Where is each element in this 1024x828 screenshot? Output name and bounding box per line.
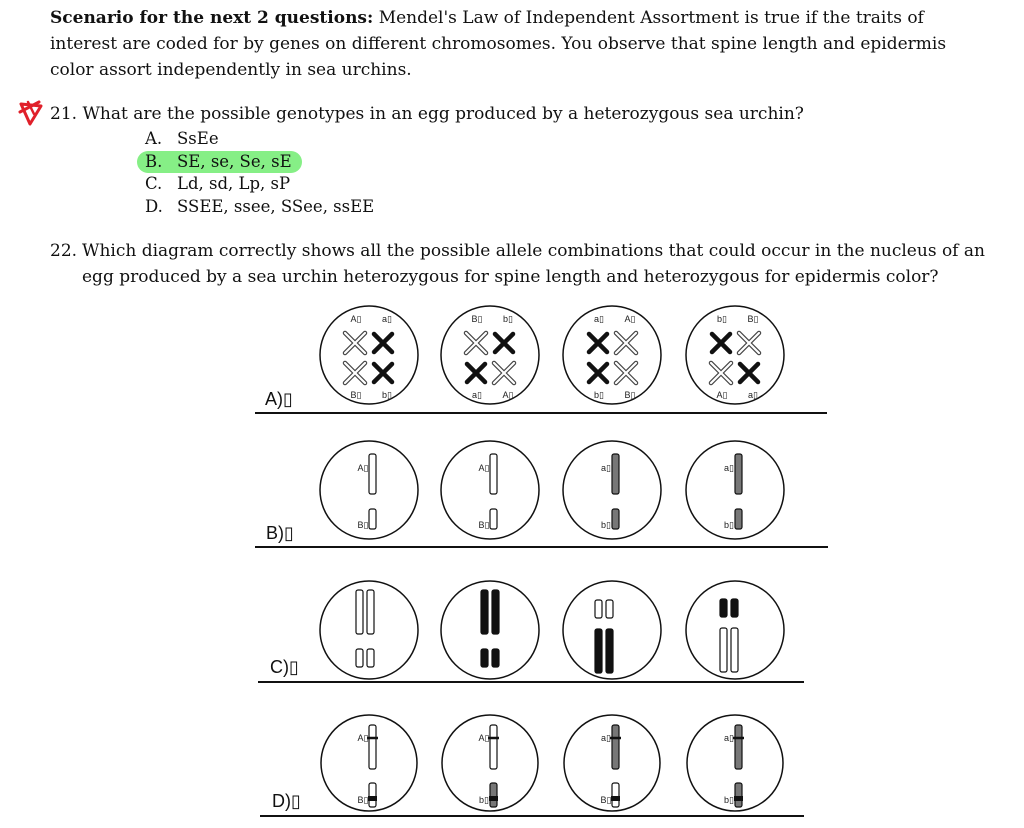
allele-label: B▯: [471, 314, 483, 324]
allele-label: a▯: [724, 463, 734, 473]
chromosome-rod: [490, 509, 497, 529]
cell-circle: [441, 306, 539, 404]
scenario-text: Mendel's Law of Independent Assortment is true if the traits of interest are coded for by genes on different chromosomes. You observe that spine length and epidermis color assort independently in sea urchins.: [50, 8, 947, 80]
chromosome-pair-long: [356, 590, 363, 634]
x-chromosome: [467, 364, 485, 382]
chromosome-outline: [616, 363, 636, 383]
allele-label: b▯: [479, 795, 489, 805]
allele-label: B▯: [350, 390, 362, 400]
allele-label: A▯: [624, 314, 636, 324]
question-22-text: Which diagram correctly shows all the possible allele combinations that could occur in the nucleus of an egg produced by a sea urchin heterozygous for spine length and heterozygous for epidermis color?: [82, 241, 985, 287]
gene-band: [611, 796, 620, 801]
allele-label: B▯: [747, 314, 759, 324]
chromosome-pair-long: [731, 628, 738, 672]
chromosome-pair-short: [492, 649, 499, 667]
allele-label: B▯: [624, 390, 636, 400]
chromosome-rod: [490, 783, 497, 807]
cell-circle: [320, 306, 418, 404]
chromosome-rod: [369, 509, 376, 529]
chromosome-pair-short: [481, 649, 488, 667]
allele-label: B▯: [600, 795, 612, 805]
option-letter: C.: [145, 174, 163, 193]
option-text: Ld, sd, Lp, sP: [177, 174, 291, 193]
allele-label: A▯: [357, 733, 369, 743]
chromosome-rod: [369, 783, 376, 807]
allele-label: a▯: [472, 390, 482, 400]
chromosome-rod: [612, 783, 619, 807]
chromosome-rod: [490, 725, 497, 769]
chromosome-pair-short: [731, 599, 738, 617]
allele-label: B▯: [357, 520, 369, 530]
chromosome-pair-short: [606, 600, 613, 618]
allele-label: a▯: [724, 733, 734, 743]
scenario-heading: Scenario for the next 2 questions:: [50, 8, 374, 28]
allele-label: b▯: [724, 795, 734, 805]
chromosome-rod: [735, 783, 742, 807]
chromosome-pair-short: [720, 599, 727, 617]
option-letter: D.: [145, 196, 163, 216]
option-letter: B.: [145, 151, 163, 171]
chromosome-rod: [369, 454, 376, 494]
allele-label: a▯: [382, 314, 392, 324]
chromosome-pair-long: [367, 590, 374, 634]
cell-circle: [686, 306, 784, 404]
row-label-c[interactable]: C)▯: [270, 657, 299, 677]
allele-label: a▯: [601, 463, 611, 473]
chromosome-outline: [711, 363, 731, 383]
row-label-a[interactable]: A)▯: [265, 389, 293, 409]
option-text: SsEe: [177, 129, 219, 148]
cell-circle: [441, 581, 539, 679]
allele-label: b▯: [601, 520, 611, 530]
x-chromosome: [374, 334, 392, 352]
cell-circle: [563, 306, 661, 404]
chromosome-rod: [612, 725, 619, 769]
chromosome-rod: [735, 454, 742, 494]
chromosome-pair-short: [356, 649, 363, 667]
chromosome-pair-long: [492, 590, 499, 634]
allele-label: A▯: [350, 314, 362, 324]
allele-label: b▯: [724, 520, 734, 530]
chromosome-rod: [369, 725, 376, 769]
row-label-b[interactable]: B)▯: [266, 523, 294, 543]
chromosome-pair-long: [595, 629, 602, 673]
x-chromosome: [589, 364, 607, 382]
chromosome-outline: [466, 333, 486, 353]
allele-label: a▯: [601, 733, 611, 743]
x-chromosome: [589, 334, 607, 352]
allele-label: a▯: [748, 390, 758, 400]
x-chromosome: [495, 334, 513, 352]
allele-label: A▯: [502, 390, 514, 400]
allele-label: A▯: [478, 463, 490, 473]
question-22-number: 22.: [50, 241, 78, 261]
chromosome-outline: [345, 363, 365, 383]
allele-label: A▯: [478, 733, 490, 743]
question-21-text: What are the possible genotypes in an egg produced by a heterozygous sea urchin?: [82, 104, 804, 124]
x-chromosome: [374, 364, 392, 382]
gene-band: [489, 796, 498, 801]
allele-label: A▯: [716, 390, 728, 400]
chromosome-outline: [739, 333, 759, 353]
chromosome-pair-long: [606, 629, 613, 673]
gene-band: [734, 796, 743, 801]
chromosome-pair-long: [720, 628, 727, 672]
option-letter: A.: [145, 129, 163, 148]
allele-label: b▯: [382, 390, 392, 400]
row-label-d[interactable]: D)▯: [272, 791, 301, 811]
allele-label: b▯: [503, 314, 513, 324]
chromosome-rod: [735, 725, 742, 769]
question-21-number: 21.: [50, 104, 78, 124]
x-chromosome: [712, 334, 730, 352]
chromosome-rod: [735, 509, 742, 529]
chromosome-pair-short: [595, 600, 602, 618]
chromosome-rod: [612, 454, 619, 494]
chromosome-outline: [494, 363, 514, 383]
chromosome-pair-long: [481, 590, 488, 634]
option-text: SE, se, Se, sE: [177, 151, 292, 171]
allele-label: b▯: [717, 314, 727, 324]
allele-label: a▯: [594, 314, 604, 324]
chromosome-outline: [345, 333, 365, 353]
chromosome-pair-short: [367, 649, 374, 667]
allele-label: A▯: [357, 463, 369, 473]
allele-label: b▯: [594, 390, 604, 400]
allele-label: B▯: [478, 520, 490, 530]
chromosome-rod: [490, 454, 497, 494]
option-text: SSEE, ssee, SSee, ssEE: [177, 196, 375, 216]
gene-band: [368, 796, 377, 801]
chromosome-rod: [612, 509, 619, 529]
chromosome-outline: [616, 333, 636, 353]
allele-label: B▯: [357, 795, 369, 805]
x-chromosome: [740, 364, 758, 382]
